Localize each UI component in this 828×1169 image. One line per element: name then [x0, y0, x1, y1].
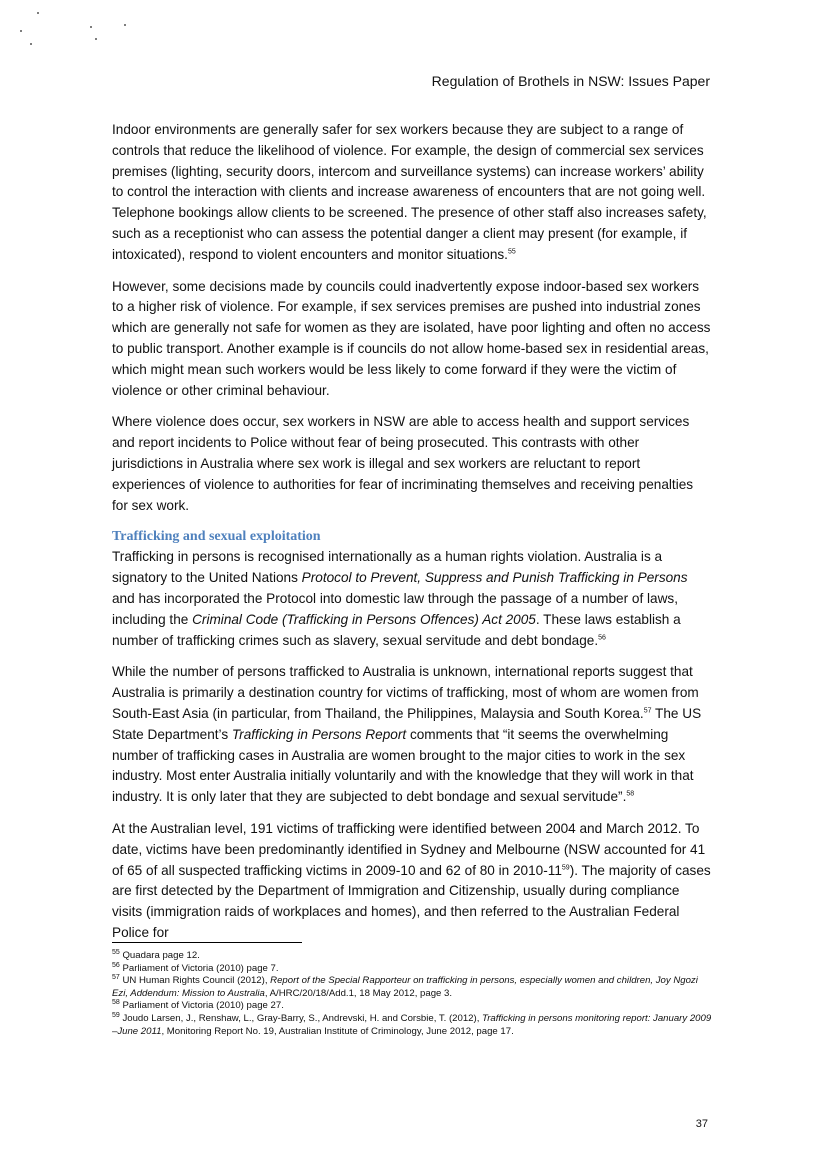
footnote: $^{58}$ Parliament of Victoria (2010) page 27.	[112, 999, 284, 1012]
paragraph: However, some decisions made by councils could inadvertently expose indoor-based sex workers to a higher risk of violence. For example, if sex services premises are pushed into industrial zones which are generally not safe for women as they are isolated, have poor lighting and often no access to public transport. Another example is if councils do not allow home-based sex in residential areas, which might mean such workers would be less likely to come forward if they were the victim of violence or other criminal behaviour.	[112, 278, 711, 398]
footnote: $^{59}$ Joudo Larsen, J., Renshaw, L., Gray-Barry, S., Andrevski, H. and Corsbie, T. (2012), Trafficking in persons monitoring report: January 2009 –June 2011, Monitoring Report No. 19, Australian Institute of Criminology, June 2012, page 17.	[112, 1011, 712, 1037]
running-header: Regulation of Brothels in NSW: Issues Paper	[431, 73, 710, 89]
scan-speck	[90, 26, 92, 28]
paragraph: While the number of persons trafficked to Australia is unknown, international reports suggest that Australia is primarily a destination country for victims of trafficking, most of whom are women from South-East Asia (in particular, from Thailand, the Philippines, Malaysia and South Korea.$^{57}$ The US State Department’s Trafficking in Persons Report comments that “it seems the overwhelming number of trafficking cases in Australia are women brought to the major cities to work in the sex industry. Most enter Australia initially voluntarily and with the knowledge that they will work in that industry. It is only later that they are subjected to debt bondage and sexual servitude”.$^{58}$	[112, 664, 702, 805]
scan-speck	[124, 24, 126, 26]
scan-speck	[95, 38, 97, 40]
paragraph: Indoor environments are generally safer for sex workers because they are subject to a range of controls that reduce the likelihood of violence. For example, the design of commercial sex services premises (lighting, security doors, intercom and surveillance systems) can increase workers’ ability to control the interaction with clients and increase awareness of encounters that are not going well. Telephone bookings allow clients to be screened. The presence of other staff also increases safety, such as a receptionist who can assess the potential danger a client may present (for example, if intoxicated), respond to violent encounters and monitor situations.$^{55}$	[112, 122, 707, 262]
footnotes	[112, 950, 712, 1038]
scan-speck	[37, 12, 39, 14]
footnote: $^{56}$ Parliament of Victoria (2010) page 7.	[112, 961, 279, 974]
footnote-ref: 55	[507, 248, 516, 256]
scan-speck	[20, 30, 22, 32]
section-heading: Trafficking and sexual exploitation	[112, 529, 321, 545]
body-text	[112, 120, 712, 955]
footnote: $^{55}$ Quadara page 12.	[112, 948, 200, 961]
footnote-separator	[112, 942, 302, 943]
scan-speck	[30, 43, 32, 45]
footnote-ref: 59	[561, 863, 570, 871]
footnote-ref: 56	[598, 634, 606, 641]
paragraph: At the Australian level, 191 victims of trafficking were identified between 2004 and March 2012. To date, victims have been predominantly identified in Sydney and Melbourne (NSW accounted for 41 of 65 of all suspected trafficking victims in 2009-10 and 62 of 80 in $2010-11^{59}$). The majority of cases are first detected by the Department of Immigration and Citizenship, usually during compliance visits (immigration raids of workplaces and homes), and then referred to the Australian Federal Police for	[112, 820, 711, 940]
paragraph: Where violence does occur, sex workers in NSW are able to access health and support services and report incidents to Police without fear of being prosecuted. This contrasts with other jurisdictions in Australia where sex work is illegal and sex workers are reluctant to report experiences of violence to authorities for fear of incriminating themselves and receiving penalties for sex work.	[112, 414, 694, 513]
footnote-ref: 57	[643, 707, 652, 715]
page-number: 37	[695, 1118, 708, 1130]
footnote: $^{57}$ UN Human Rights Council (2012), Report of the Special Rapporteur on trafficking in persons, especially women and children, Joy Ngozi Ezi, Addendum: Mission to Australia, A/HRC/20/18/Add.1, 18 May 2012, page 3.	[112, 974, 698, 999]
footnote-ref: 58	[626, 790, 635, 798]
paragraph: Trafficking in persons is recognised internationally as a human rights violation. Australia is a signatory to the United Nations Protocol to Prevent, Suppress and Punish Trafficking in Persons and has incorporated the Protocol into domestic law through the passage of a number of laws, including the Criminal Code (Trafficking in Persons Offences) Act 2005. These laws establish a number of trafficking crimes such as slavery, sexual servitude and debt bondage.$^{56}$	[112, 549, 688, 648]
